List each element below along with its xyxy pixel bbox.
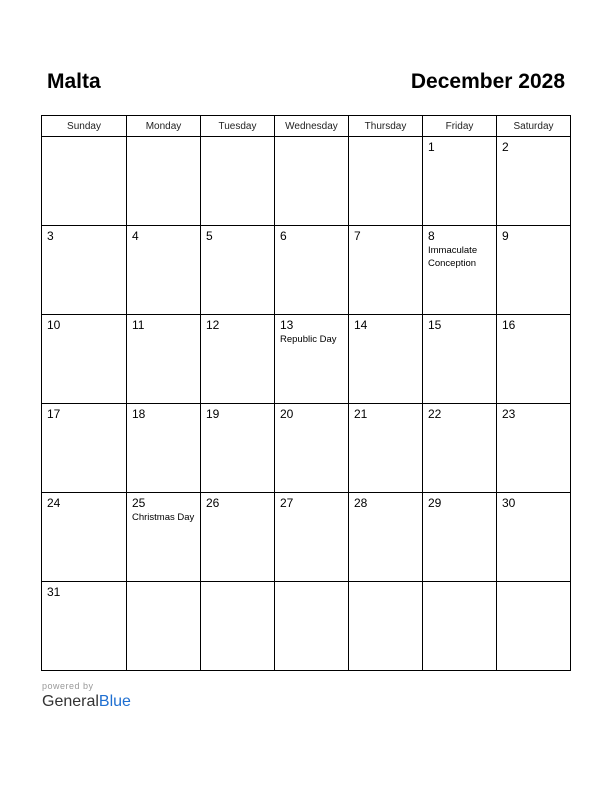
day-number: 20: [280, 407, 294, 421]
day-cell: [201, 315, 275, 404]
day-cell: [497, 226, 571, 315]
day-cell: [423, 226, 497, 315]
day-cell: [201, 493, 275, 582]
day-number: 21: [354, 407, 368, 421]
day-cell: [275, 315, 349, 404]
day-cell: [42, 493, 127, 582]
day-number: 1: [428, 140, 435, 154]
day-cell: [42, 582, 127, 671]
day-number: 22: [428, 407, 442, 421]
day-number: 18: [132, 407, 146, 421]
day-cell: [497, 582, 571, 671]
day-cell: [497, 137, 571, 226]
day-cell: [423, 493, 497, 582]
day-number: [275, 582, 348, 585]
week-row: [42, 582, 571, 671]
day-number: 17: [47, 407, 61, 421]
generalblue-logo: [42, 693, 131, 711]
day-number: [349, 137, 422, 140]
day-number: 6: [280, 229, 287, 243]
day-number: 27: [280, 496, 294, 510]
powered-by-text: powered by: [42, 681, 94, 691]
weekday-header: Monday: [127, 116, 201, 137]
week-row: [42, 493, 571, 582]
day-number: 24: [47, 496, 61, 510]
day-number: 26: [206, 496, 220, 510]
weekday-header: Tuesday: [201, 116, 275, 137]
day-cell: [201, 226, 275, 315]
day-cell: [349, 582, 423, 671]
day-cell: [275, 582, 349, 671]
day-cell: [497, 493, 571, 582]
day-number: 23: [502, 407, 516, 421]
day-number: 19: [206, 407, 220, 421]
day-cell: [423, 315, 497, 404]
day-cell: [349, 137, 423, 226]
day-number: 9: [502, 229, 509, 243]
day-cell: [201, 137, 275, 226]
week-row: [42, 315, 571, 404]
day-number: 14: [354, 318, 368, 332]
day-cell: [127, 137, 201, 226]
day-cell: [423, 137, 497, 226]
week-row: [42, 404, 571, 493]
day-cell: [497, 404, 571, 493]
day-number: 3: [47, 229, 54, 243]
day-cell: [349, 493, 423, 582]
holiday-label: Immaculate Conception: [428, 245, 478, 269]
day-number: 13: [280, 318, 294, 332]
day-cell: [42, 404, 127, 493]
footer: [42, 681, 131, 711]
day-cell: [42, 226, 127, 315]
day-cell: [127, 493, 201, 582]
day-cell: [349, 315, 423, 404]
day-cell: [275, 493, 349, 582]
brand-blue: Blue: [98, 693, 131, 710]
day-number: [42, 137, 126, 140]
day-number: 11: [132, 318, 145, 332]
month-year-title: December 2028: [410, 70, 565, 93]
day-number: [201, 137, 274, 140]
week-row: [42, 137, 571, 226]
day-cell: [127, 582, 201, 671]
day-number: 31: [47, 585, 61, 599]
day-number: 8: [428, 229, 435, 243]
day-number: 7: [354, 229, 361, 243]
weekday-header: Saturday: [497, 116, 571, 137]
country-title: Malta: [47, 70, 101, 93]
day-cell: [42, 315, 127, 404]
day-number: 16: [502, 318, 516, 332]
weekday-header: Thursday: [349, 116, 423, 137]
day-number: 29: [428, 496, 442, 510]
day-cell: [201, 582, 275, 671]
day-cell: [275, 137, 349, 226]
calendar-grid: [41, 115, 571, 671]
day-number: [201, 582, 274, 585]
day-number: 2: [502, 140, 509, 154]
holiday-label: Christmas Day: [132, 512, 195, 523]
day-number: [275, 137, 348, 140]
day-cell: [127, 226, 201, 315]
weekday-header: Sunday: [42, 116, 127, 137]
weekday-header-row: [42, 116, 571, 137]
day-cell: [201, 404, 275, 493]
day-cell: [349, 404, 423, 493]
day-number: [423, 582, 496, 585]
day-number: 25: [132, 496, 146, 510]
day-number: 4: [132, 229, 139, 243]
day-cell: [275, 226, 349, 315]
day-number: 12: [206, 318, 220, 332]
day-number: [497, 582, 570, 585]
day-number: 15: [428, 318, 442, 332]
day-number: 30: [502, 496, 516, 510]
day-number: [127, 137, 200, 140]
day-cell: [423, 582, 497, 671]
day-cell: [127, 404, 201, 493]
day-cell: [423, 404, 497, 493]
day-number: [349, 582, 422, 585]
brand-general: General: [42, 693, 99, 710]
day-number: [127, 582, 200, 585]
day-cell: [275, 404, 349, 493]
day-number: 10: [47, 318, 61, 332]
day-number: 5: [206, 229, 213, 243]
weekday-header: Wednesday: [275, 116, 349, 137]
holiday-label: Republic Day: [280, 334, 337, 345]
day-cell: [349, 226, 423, 315]
week-row: [42, 226, 571, 315]
day-number: 28: [354, 496, 368, 510]
day-cell: [497, 315, 571, 404]
weekday-header: Friday: [423, 116, 497, 137]
day-cell: [42, 137, 127, 226]
day-cell: [127, 315, 201, 404]
